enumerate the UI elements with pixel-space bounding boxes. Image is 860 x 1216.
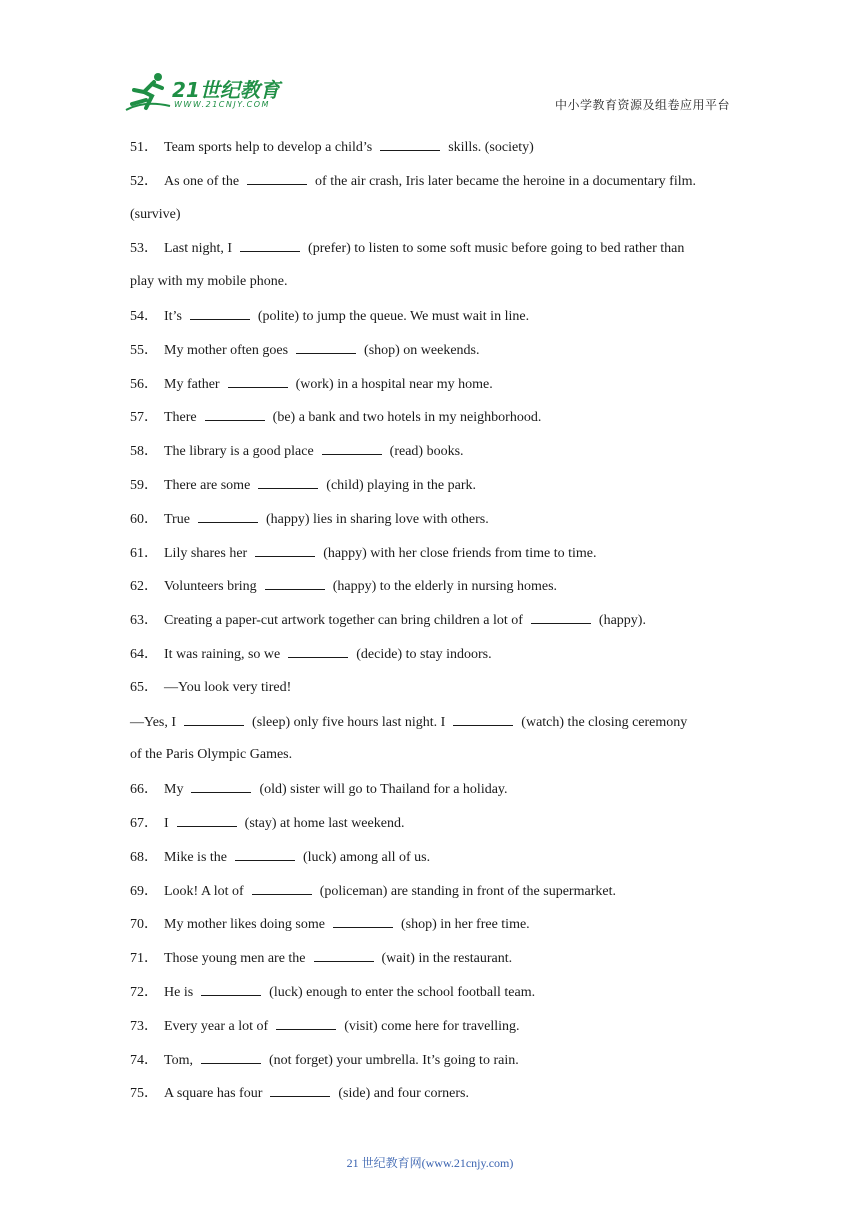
exercise-line <box>130 643 730 677</box>
question-text-after-blank: (policeman) are standing in front of the supermarket. <box>319 883 616 899</box>
question-text: There <box>164 410 197 426</box>
question-text-after-blank: (shop) in her free time. <box>401 917 530 933</box>
question-number: 55． <box>130 342 158 358</box>
question-text: Last night, I <box>164 241 233 257</box>
exercise-line <box>130 373 730 407</box>
answer-blank[interactable] <box>255 542 315 557</box>
question-text: I <box>164 815 169 831</box>
answer-blank[interactable] <box>276 1015 336 1030</box>
answer-blank[interactable] <box>205 406 265 421</box>
answer-blank[interactable] <box>333 913 393 928</box>
answer-blank[interactable] <box>258 474 318 489</box>
logo-text: 21世纪教育 <box>172 78 280 102</box>
question-text: —Yes, I <box>130 714 177 730</box>
question-number: 57． <box>130 410 158 426</box>
exercise-line <box>130 812 730 846</box>
runner-icon <box>124 70 172 114</box>
question-text-after-blank: (visit) come here for travelling. <box>344 1018 520 1034</box>
question-number: 56． <box>130 376 158 392</box>
answer-blank[interactable] <box>247 170 307 185</box>
answer-blank[interactable] <box>322 440 382 455</box>
answer-blank[interactable] <box>453 711 513 726</box>
question-text-after-blank: (happy). <box>598 613 646 629</box>
exercise-line <box>130 913 730 947</box>
question-text-after-blank: (read) books. <box>389 444 464 460</box>
question-number: 74． <box>130 1052 158 1068</box>
site-logo[interactable] <box>124 70 294 114</box>
question-text: Tom, <box>164 1052 193 1068</box>
question-number: 52． <box>130 173 158 189</box>
question-text: True <box>164 511 190 527</box>
question-number: 70． <box>130 917 158 933</box>
question-text: It’s <box>164 308 182 324</box>
question-number: 64． <box>130 646 158 662</box>
question-text-after-blank: (luck) enough to enter the school football team. <box>269 984 536 1000</box>
exercise-line <box>130 271 730 305</box>
answer-blank[interactable] <box>265 575 325 590</box>
exercise-line <box>130 880 730 914</box>
exercise-line <box>130 778 730 812</box>
question-text-after-blank: (prefer) to listen to some soft music before going to bed rather than <box>308 241 685 257</box>
logo-url: WWW.21CNJY.COM <box>174 100 270 109</box>
question-text-after-blank: (stay) at home last weekend. <box>244 815 405 831</box>
question-number: 53． <box>130 241 158 257</box>
footer-link[interactable]: 21 世纪教育网(www.21cnjy.com) <box>346 1156 514 1170</box>
answer-blank[interactable] <box>177 812 237 827</box>
question-text-after-blank: (happy) lies in sharing love with others. <box>265 511 489 527</box>
question-text: Lily shares her <box>164 545 248 561</box>
question-text-after-blank: (be) a bank and two hotels in my neighborhood. <box>272 410 542 426</box>
question-text: It was raining, so we <box>164 646 281 662</box>
question-number: 75． <box>130 1086 158 1102</box>
question-text: (survive) <box>130 206 181 222</box>
exercise-line <box>130 339 730 373</box>
exercise-line <box>130 204 730 238</box>
question-text: Those young men are the <box>164 951 306 967</box>
answer-blank[interactable] <box>288 643 348 658</box>
question-text: A square has four <box>164 1086 263 1102</box>
question-text-after-blank: (happy) to the elderly in nursing homes. <box>332 579 558 595</box>
exercise-line <box>130 677 730 711</box>
question-text-after-blank: (side) and four corners. <box>338 1086 469 1102</box>
question-number: 58． <box>130 444 158 460</box>
answer-blank[interactable] <box>190 305 250 320</box>
exercise-line <box>130 744 730 778</box>
question-number: 71． <box>130 951 158 967</box>
answer-blank[interactable] <box>531 609 591 624</box>
question-number: 59． <box>130 477 158 493</box>
question-text-after-blank: skills. (society) <box>448 140 534 155</box>
answer-blank[interactable] <box>201 981 261 996</box>
question-text-after-blank: (child) playing in the park. <box>326 477 476 493</box>
exercise-line <box>130 542 730 576</box>
page-footer[interactable] <box>0 1154 860 1171</box>
exercise-line <box>130 1049 730 1083</box>
question-text: My <box>164 782 184 798</box>
exercise-line <box>130 981 730 1015</box>
exercise-line <box>130 237 730 271</box>
answer-blank[interactable] <box>201 1049 261 1064</box>
answer-blank[interactable] <box>198 508 258 523</box>
question-number: 54． <box>130 308 158 324</box>
question-number: 68． <box>130 849 158 865</box>
question-text: Team sports help to develop a child’s <box>164 140 373 155</box>
question-number: 67． <box>130 815 158 831</box>
question-text: Volunteers bring <box>164 579 257 595</box>
exercise-line <box>130 305 730 339</box>
answer-blank[interactable] <box>228 373 288 388</box>
question-text-after-blank: (polite) to jump the queue. We must wait in line. <box>257 308 530 324</box>
question-text: Every year a lot of <box>164 1018 269 1034</box>
question-number: 62． <box>130 579 158 595</box>
question-text-after-blank: (luck) among all of us. <box>303 849 431 865</box>
question-text-after-blank: (wait) in the restaurant. <box>381 951 513 967</box>
question-text-after-blank: (work) in a hospital near my home. <box>295 376 493 392</box>
question-text-after-blank: (happy) with her close friends from time to time. <box>323 545 597 561</box>
question-text-after-blank: (decide) to stay indoors. <box>356 646 492 662</box>
question-text: —You look very tired! <box>164 679 292 695</box>
question-text: Look! A lot of <box>164 883 244 899</box>
question-text: The library is a good place <box>164 444 314 460</box>
question-text: He is <box>164 984 194 1000</box>
answer-blank[interactable] <box>270 1082 330 1097</box>
page-header <box>0 0 860 120</box>
exercise-list <box>130 136 730 1116</box>
question-text-after-blank: (old) sister will go to Thailand for a holiday. <box>259 782 508 798</box>
answer-blank[interactable] <box>296 339 356 354</box>
question-text-after-blank: (watch) the closing ceremony <box>521 714 688 730</box>
question-text: My father <box>164 376 220 392</box>
exercise-line <box>130 406 730 440</box>
question-text: My mother likes doing some <box>164 917 325 933</box>
question-number: 66． <box>130 782 158 798</box>
question-text-after-blank: (shop) on weekends. <box>364 342 480 358</box>
question-number: 51． <box>130 140 158 155</box>
exercise-line <box>130 136 730 170</box>
exercise-line <box>130 846 730 880</box>
answer-blank[interactable] <box>252 880 312 895</box>
header-tagline: 中小学教育资源及组卷应用平台 <box>554 98 730 112</box>
exercise-line <box>130 711 730 745</box>
exercise-line <box>130 1082 730 1116</box>
question-text-after-blank: (not forget) your umbrella. It’s going to rain. <box>268 1052 519 1068</box>
exercise-line <box>130 609 730 643</box>
question-text: play with my mobile phone. <box>130 274 288 290</box>
question-text-after-blank: (sleep) only five hours last night. I <box>252 714 446 730</box>
exercise-line <box>130 474 730 508</box>
question-number: 69． <box>130 883 158 899</box>
question-number: 65． <box>130 679 158 695</box>
question-text: of the Paris Olympic Games. <box>130 747 293 763</box>
answer-blank[interactable] <box>235 846 295 861</box>
exercise-line <box>130 508 730 542</box>
exercise-line <box>130 947 730 981</box>
answer-blank[interactable] <box>314 947 374 962</box>
question-text: There are some <box>164 477 251 493</box>
question-text: As one of the <box>164 173 240 189</box>
question-text: My mother often goes <box>164 342 289 358</box>
exercise-line <box>130 440 730 474</box>
question-number: 61． <box>130 545 158 561</box>
exercise-line <box>130 1015 730 1049</box>
exercise-line <box>130 170 730 204</box>
question-text: Creating a paper-cut artwork together can bring children a lot of <box>164 613 523 629</box>
answer-blank[interactable] <box>191 778 251 793</box>
answer-blank[interactable] <box>184 711 244 726</box>
question-text-after-blank: of the air crash, Iris later became the heroine in a documentary film. <box>315 173 696 189</box>
question-number: 60． <box>130 511 158 527</box>
question-text: Mike is the <box>164 849 227 865</box>
exercise-line <box>130 575 730 609</box>
question-number: 73． <box>130 1018 158 1034</box>
answer-blank[interactable] <box>380 136 440 151</box>
answer-blank[interactable] <box>240 237 300 252</box>
question-number: 72． <box>130 984 158 1000</box>
question-number: 63． <box>130 613 158 629</box>
